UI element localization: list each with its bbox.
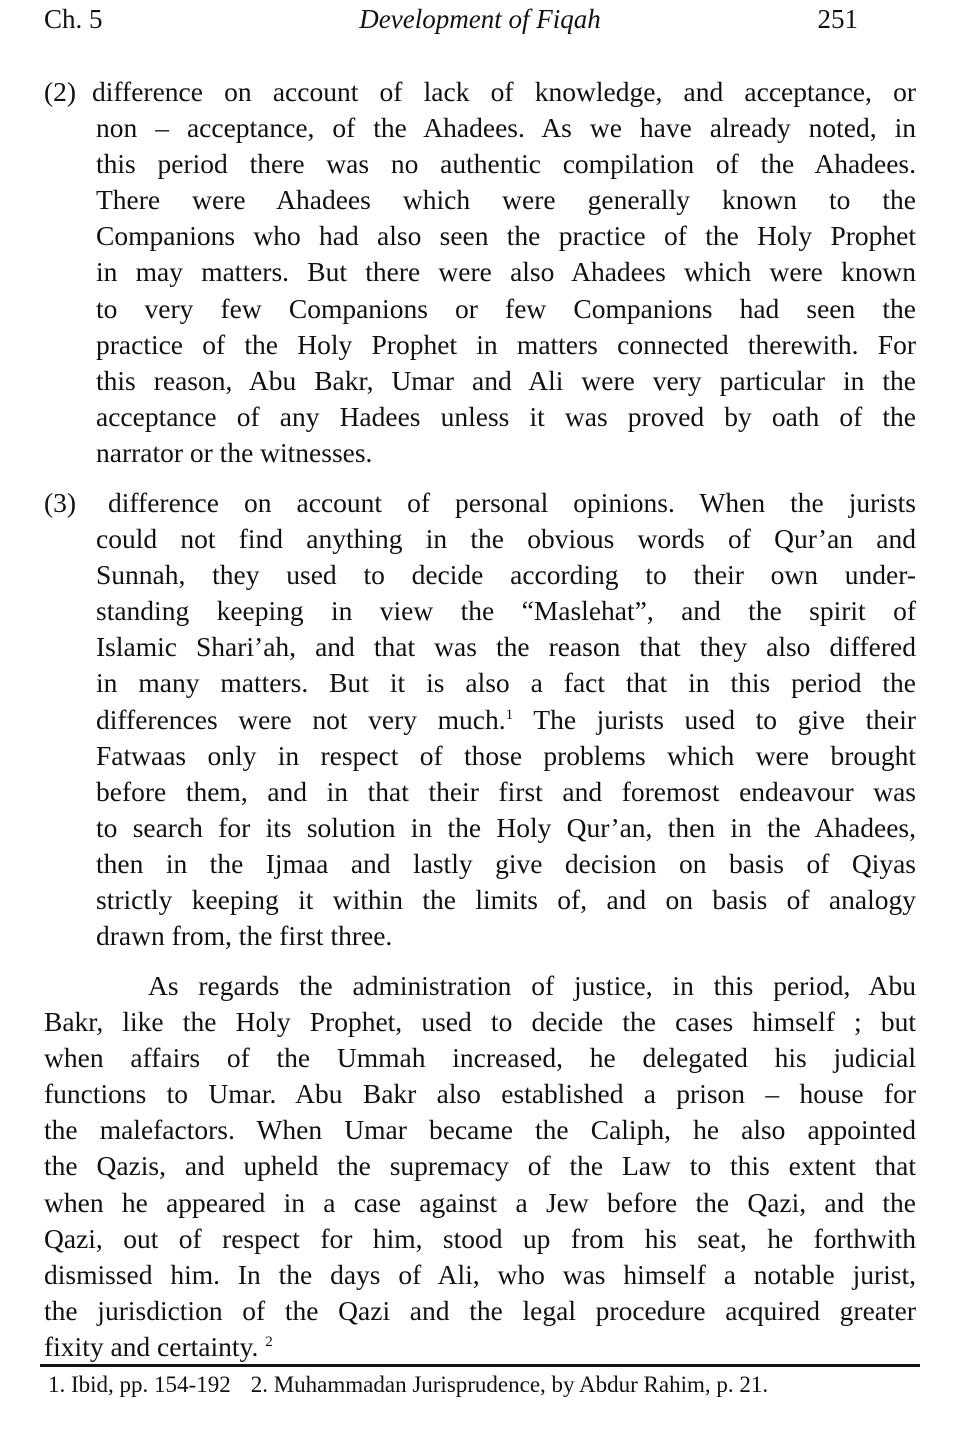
item-number: (2) bbox=[44, 76, 77, 107]
text-line bbox=[44, 1329, 916, 1365]
text-line: difference on account of lack of knowledge, and acceptance, or bbox=[92, 76, 916, 107]
text-line: Bakr, like the Holy Prophet, used to decide the cases himself ; but bbox=[44, 1006, 916, 1038]
chapter-label: Ch. 5 bbox=[44, 4, 103, 34]
text-line: the Qazis, and upheld the supremacy of the Law to this extent that bbox=[44, 1150, 916, 1182]
text-line: the jurisdiction of the Qazi and the legal procedure acquired greater bbox=[44, 1294, 916, 1326]
text-line: in many matters. But it is also a fact that in this period the bbox=[96, 667, 916, 699]
text-line: could not find anything in the obvious words of Qur’an and bbox=[96, 523, 916, 555]
text-line: this reason, Abu Bakr, Umar and Ali were very particular in the bbox=[96, 364, 916, 396]
text-segment: The jurists used to give their bbox=[533, 703, 916, 735]
text-line: when he appeared in a case against a Jew before the Qazi, and the bbox=[44, 1186, 916, 1218]
list-item-2 bbox=[44, 74, 916, 471]
text-line: Fatwaas only in respect of those problems which were brought bbox=[96, 739, 916, 771]
text-line: non – acceptance, of the Ahadees. As we have already noted, in bbox=[96, 112, 916, 144]
text-line: difference on account of personal opinions. When the jurists bbox=[108, 487, 916, 518]
text-segment: fixity and certainty. bbox=[44, 1330, 259, 1362]
list-item-3 bbox=[44, 485, 916, 954]
footnote-divider bbox=[40, 1364, 920, 1367]
text-line: strictly keeping it within the limits of, and on basis of analogy bbox=[96, 884, 916, 916]
text-line: the malefactors. When Umar became the Caliph, he also appointed bbox=[44, 1114, 916, 1146]
text-line: functions to Umar. Abu Bakr also established a prison – house for bbox=[44, 1078, 916, 1110]
text-line: Sunnah, they used to decide according to their own under- bbox=[96, 559, 916, 591]
footnote-ref-2[interactable]: 2 bbox=[265, 1333, 273, 1350]
text-line: There were Ahadees which were generally known to the bbox=[96, 184, 916, 216]
text-line: Companions who had also seen the practice of the Holy Prophet bbox=[96, 220, 916, 252]
text-line: before them, and in that their first and foremost endeavour was bbox=[96, 775, 916, 807]
page-number: 251 bbox=[817, 4, 858, 34]
text-line: when affairs of the Ummah increased, he delegated his judicial bbox=[44, 1042, 916, 1074]
footnotes bbox=[48, 1372, 768, 1398]
running-title: Development of Fiqah bbox=[359, 4, 601, 34]
body-paragraph bbox=[44, 968, 916, 1365]
item-number: (3) bbox=[44, 487, 77, 518]
text-line: in may matters. But there were also Ahadees which were known bbox=[96, 256, 916, 288]
text-line: practice of the Holy Prophet in matters connected therewith. For bbox=[96, 328, 916, 360]
text-line: narrator or the witnesses. bbox=[96, 436, 373, 468]
text-line: Qazi, out of respect for him, stood up from his seat, he forthwith bbox=[44, 1222, 916, 1254]
footnote-1: 1. Ibid, pp. 154-192 bbox=[48, 1372, 231, 1397]
footnote-ref-1[interactable]: 1 bbox=[505, 706, 514, 723]
text-line: this period there was no authentic compilation of the Ahadees. bbox=[96, 148, 916, 180]
footnote-2: 2. Muhammadan Jurisprudence, by Abdur Rahim, p. 21. bbox=[250, 1372, 769, 1397]
text-line: to very few Companions or few Companions had seen the bbox=[96, 292, 916, 324]
text-line: dismissed him. In the days of Ali, who was himself a notable jurist, bbox=[44, 1258, 916, 1290]
text-line: standing keeping in view the “Maslehat”, and the spirit of bbox=[96, 595, 916, 627]
text-line: acceptance of any Hadees unless it was proved by oath of the bbox=[96, 400, 916, 432]
text-line: Islamic Shari’ah, and that was the reason that they also differed bbox=[96, 631, 916, 663]
text-line bbox=[44, 702, 916, 738]
text-segment: differences were not very much. bbox=[96, 703, 506, 735]
text-line: drawn from, the first three. bbox=[96, 920, 393, 952]
text-line: As regards the administration of justice, in this period, Abu bbox=[148, 970, 916, 1001]
text-line: to search for its solution in the Holy Qur’an, then in the Ahadees, bbox=[96, 811, 916, 843]
running-header bbox=[44, 4, 916, 40]
text-line: then in the Ijmaa and lastly give decision on basis of Qiyas bbox=[96, 847, 916, 879]
